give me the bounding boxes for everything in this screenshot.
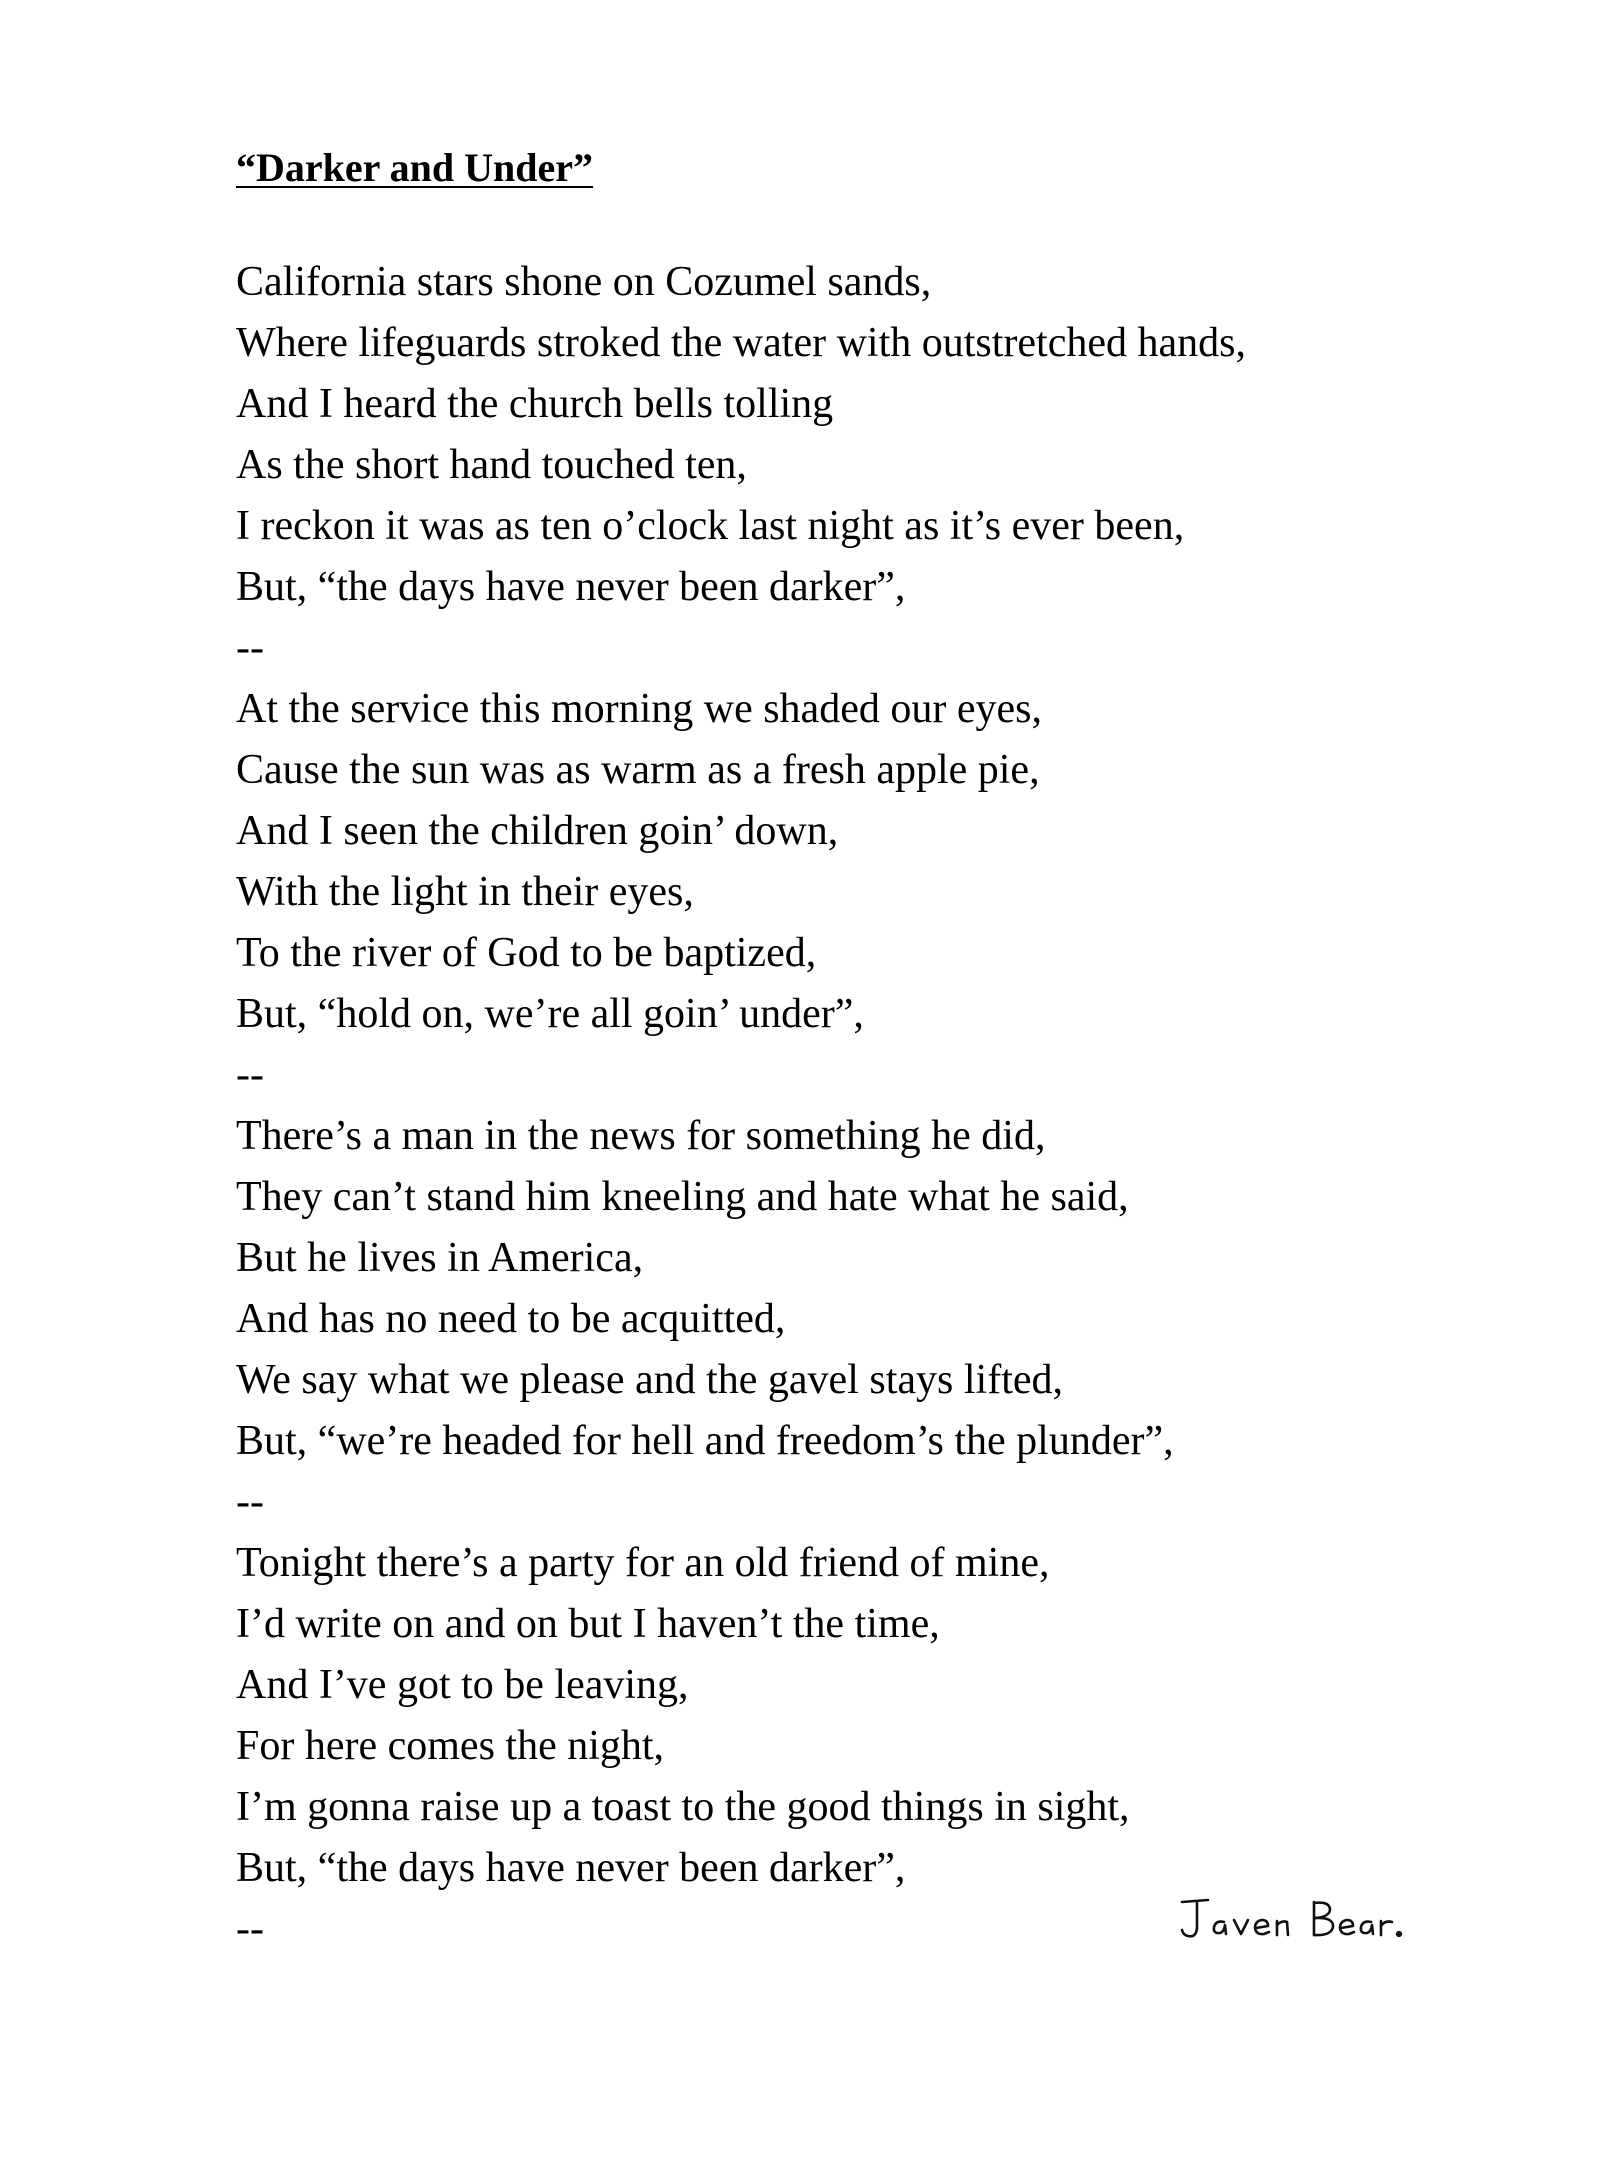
poem-line: For here comes the night, — [236, 1723, 665, 1769]
poem-line: And has no need to be acquitted, — [236, 1296, 786, 1342]
poem-line: And I heard the church bells tolling — [236, 381, 834, 427]
poem-line: Where lifeguards stroked the water with outstretched hands, — [236, 320, 1246, 366]
poem-line: We say what we please and the gavel stays lifted, — [236, 1357, 1063, 1403]
poem-line: Tonight there’s a party for an old friend of mine, — [236, 1540, 1050, 1586]
poem-line: At the service this morning we shaded our eyes, — [236, 686, 1042, 732]
poem-line: And I seen the children goin’ down, — [236, 808, 839, 854]
poem-line: I’d write on and on but I haven’t the time, — [236, 1601, 940, 1647]
stanza-separator: -- — [236, 625, 264, 671]
poem-line: But, “the days have never been darker”, — [236, 1845, 906, 1891]
poem-line: But, “we’re headed for hell and freedom’s the plunder”, — [236, 1418, 1174, 1464]
poem-line: California stars shone on Cozumel sands, — [236, 259, 932, 305]
poem-line: To the river of God to be baptized, — [236, 930, 817, 976]
stanza-separator: -- — [236, 1052, 264, 1098]
poem-line: As the short hand touched ten, — [236, 442, 747, 488]
stanza-separator: -- — [236, 1906, 264, 1952]
handwritten-signature — [1178, 1892, 1408, 1952]
poem-line: But, “hold on, we’re all goin’ under”, — [236, 991, 864, 1037]
poem-line: Cause the sun was as warm as a fresh apple pie, — [236, 747, 1040, 793]
poem-title: “Darker and Under” — [236, 145, 594, 190]
poem-body — [236, 252, 1246, 1960]
poem-line: I reckon it was as ten o’clock last night as it’s ever been, — [236, 503, 1185, 549]
poem-line: There’s a man in the news for something he did, — [236, 1113, 1046, 1159]
poem-line: With the light in their eyes, — [236, 869, 694, 915]
poem-line: I’m gonna raise up a toast to the good things in sight, — [236, 1784, 1130, 1830]
poem-line: They can’t stand him kneeling and hate what he said, — [236, 1174, 1129, 1220]
poem-line: But he lives in America, — [236, 1235, 644, 1281]
poem-line: But, “the days have never been darker”, — [236, 564, 906, 610]
stanza-separator: -- — [236, 1479, 264, 1525]
poem-line: And I’ve got to be leaving, — [236, 1662, 689, 1708]
